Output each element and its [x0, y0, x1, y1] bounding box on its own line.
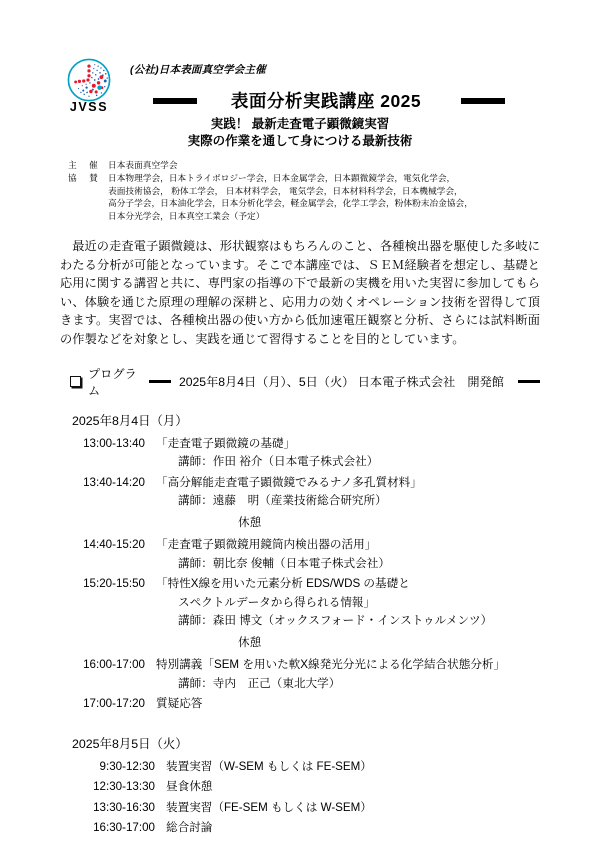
- session-time: 17:00-17:20: [83, 697, 145, 711]
- session-time: 16:00-17:00: [83, 658, 145, 672]
- session-body: [156, 656, 540, 693]
- day-date-heading: 2025年8月5日（火）: [72, 736, 188, 751]
- title-rule-right: [461, 98, 505, 104]
- session-speaker: 講師：森田 博文（オックスフォード・インストゥルメンツ）: [178, 614, 493, 628]
- session-title: 「特性X線を用いた元素分析 EDS/WDS の基礎と: [156, 577, 410, 591]
- session-row: [60, 575, 540, 631]
- session-body: [156, 695, 540, 714]
- program-rule-right: [518, 380, 540, 384]
- session-body: [166, 758, 540, 777]
- session-title: 特別講義「SEM を用いた軟X線発光分光による化学結合状態分析」: [156, 658, 506, 672]
- session-row: [60, 758, 540, 777]
- session-row: [60, 474, 540, 511]
- session-title: 「高分解能走査電子顕微鏡でみるナノ多孔質材料」: [156, 475, 422, 489]
- subtitle-secondary: 実際の作業を通して身につける最新技術: [187, 134, 413, 148]
- supporter-row: [60, 172, 540, 185]
- sponsors-block: [60, 159, 540, 223]
- session-time: 13:00-13:40: [83, 436, 145, 450]
- session-row: [60, 435, 540, 472]
- session-body: [156, 536, 540, 573]
- session-speaker: 講師：遠藤 明（産業技術総合研究所）: [178, 494, 387, 508]
- session-speaker: 講師：寺内 正己（東北大学）: [178, 676, 341, 690]
- supporter-line: 表面技術協会， 粉体工学会， 日本材料学会， 電気学会，日本材料科学会，日本機械学会，: [108, 185, 463, 196]
- square-box-icon: [70, 376, 81, 387]
- abstract-paragraph: 最近の走査電子顕微鏡は、形状観察はもちろんのこと、各種検出器を駆使した多岐にわたる分析が可能となっています。そこで本講座では、ＳＥＭ経験者を想定し、基礎と応用に関する講習と共に、専門家の指導の下で最新の実機を用いた実習に参加してもらい、体験を通じた原理の理解の深耕と、応用力の効くオペレーション技術を習得して頂きます。実習では、各種検出器の使い方から低加速電圧観察と分析、さらには試料断面の作製などを対象とし、実践を通じて習得することを目的としています。: [60, 238, 540, 346]
- organizer-value: 日本表面真空学会: [108, 160, 178, 170]
- session-time: 9:30-12:30: [99, 759, 155, 773]
- session-title: 「走査電子顕微鏡の基礎」: [156, 436, 296, 450]
- host-organization-line: (公社)日本表面真空学会主催: [130, 64, 266, 76]
- session-title-continued: スペクトルデータから得られる情報」: [178, 595, 376, 609]
- session-time: 13:30-16:30: [93, 800, 155, 814]
- session-title: 装置実習（W-SEM もしくは FE-SEM）: [166, 759, 372, 773]
- supporter-line: 高分子学会，日本油化学会，日本分析化学会，軽金属学会，化学工学会，粉体粉末冶金協会，: [108, 198, 473, 209]
- title-rule-left: [153, 98, 197, 104]
- session-time: 12:30-13:30: [93, 780, 155, 794]
- session-time: 15:20-15:50: [83, 577, 145, 591]
- program-heading: [60, 365, 540, 399]
- title-row: [60, 88, 540, 113]
- session-body: [166, 819, 540, 838]
- supporter-line: 日本分光学会，日本真空工業会（予定）: [108, 211, 265, 222]
- break-row: 休憩: [238, 515, 262, 529]
- session-title: 「走査電子顕微鏡用鏡筒内検出器の活用」: [156, 538, 377, 552]
- session-row: [60, 778, 540, 797]
- program-rule-left: [149, 380, 171, 384]
- break-row: 休憩: [238, 635, 262, 649]
- session-row: [60, 656, 540, 693]
- program-date-venue: 2025年8月4日（月）、5日（火） 日本電子株式会社 開発館: [178, 375, 504, 390]
- document-header: [60, 58, 540, 158]
- supporter-label: 協 賛: [68, 172, 103, 183]
- session-time: 14:40-15:20: [83, 538, 145, 552]
- day-block: [60, 411, 540, 714]
- session-body: [156, 435, 540, 472]
- page-title: 表面分析実践講座 2025: [230, 91, 422, 111]
- supporter-line: 日本物理学会，日本トライボロジー学会，日本金属学会，日本顕微鏡学会，電気化学会，: [108, 172, 456, 183]
- session-title: 昼食休憩: [166, 780, 213, 794]
- day-date-heading: 2025年8月4日（月）: [72, 413, 188, 428]
- jvss-wordmark: JVSS: [69, 100, 109, 114]
- session-speaker: 講師：朝比奈 俊輔（日本電子株式会社）: [178, 556, 390, 570]
- session-row: [60, 819, 540, 838]
- session-speaker: 講師：作田 裕介（日本電子株式会社）: [178, 455, 379, 469]
- session-body: [156, 575, 540, 631]
- schedule-container: [60, 411, 540, 838]
- session-body: [166, 778, 540, 797]
- session-title: 総合討論: [166, 821, 213, 835]
- organizer-label: 主 催: [68, 160, 103, 170]
- session-time: 16:30-17:00: [93, 821, 155, 835]
- session-row: [60, 799, 540, 818]
- session-body: [166, 799, 540, 818]
- session-title: 装置実習（FE-SEM もしくは W-SEM）: [166, 800, 372, 814]
- organizer-row: [60, 159, 540, 172]
- session-row: [60, 536, 540, 573]
- session-body: [156, 474, 540, 511]
- session-time: 13:40-14:20: [83, 475, 145, 489]
- day-block: [60, 734, 540, 838]
- session-row: [60, 695, 540, 714]
- subtitle-primary: 実践！ 最新走査電子顕微鏡実習: [210, 117, 390, 131]
- session-title: 質疑応答: [156, 697, 203, 711]
- program-heading-label: プログラム: [88, 366, 137, 398]
